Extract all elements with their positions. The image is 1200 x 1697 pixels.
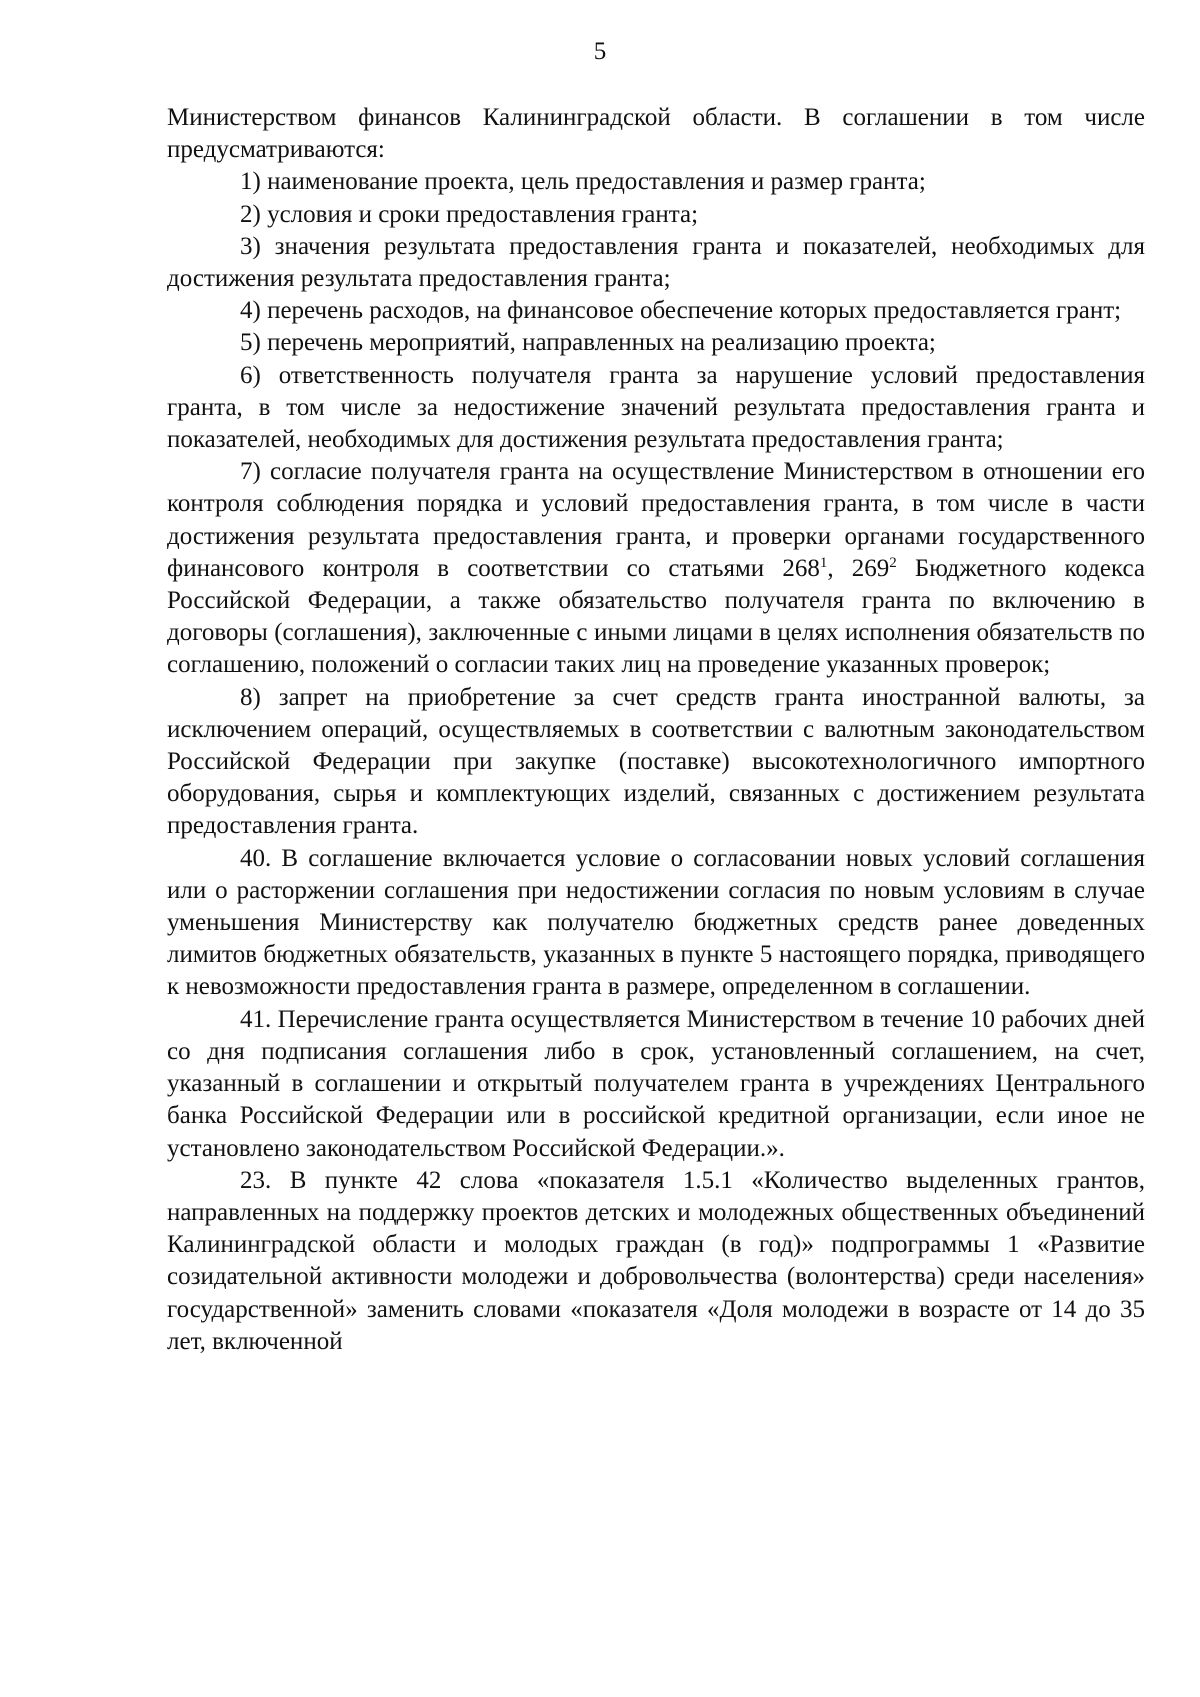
paragraph-item-6: 6) ответственность получателя гранта за нарушение условий предоставления гранта, в том числе за недостижение значений результата предоставления гранта и показателей, необходимых для достижения результата предоставления гранта; [167,361,1145,454]
paragraph-item-7-text-b: , 269 [827,554,890,582]
paragraph-item-3: 3) значения результата предоставления гранта и показателей, необходимых для достижения результата предоставления гранта; [167,232,1145,293]
paragraph-item-7 [167,456,1145,681]
page-number: 5 [593,38,607,65]
paragraph-item-7-text-c: Бюджетного кодекса Российской Федерации, а также обязательство получателя гранта по включению в договоры (соглашения), заключенные с иными лицами в целях исполнения обязательств по соглашению, положений о согласии таких лиц на проведение указанных проверок; [167,554,1145,679]
paragraph-item-1: 1) наименование проекта, цель предоставления и размер гранта; [240,168,926,196]
paragraph-clause-23: 23. В пункте 42 слова «показателя 1.5.1 «Количество выделенных грантов, направленных на поддержку проектов детских и молодежных общественных объединений Калининградской области и молодых граждан (в год)» подпрограммы 1 «Развитие созидательной активности молодежи и добровольчества (волонтерства) среди населения» государственной» заменить словами «показателя «Доля молодежи в возрасте от 14 до 35 лет, включенной [167,1166,1145,1355]
paragraph-item-8: 8) запрет на приобретение за счет средств гранта иностранной валюты, за исключением операций, осуществляемых в соответствии с валютным законодательством Российской Федерации при закупке (поставке) высокотехнологичного импортного оборудования, сырья и комплектующих изделий, связанных с достижением результата предоставления гранта. [167,683,1145,840]
superscript-2: 2 [889,554,897,571]
document-body [167,102,1145,1358]
superscript-1: 1 [819,554,828,571]
paragraph-item-2: 2) условия и сроки предоставления гранта; [240,200,699,228]
paragraph-clause-41: 41. Перечисление гранта осуществляется Министерством в течение 10 рабочих дней со дня подписания соглашения либо в срок, установленный соглашением, на счет, указанный в соглашении и открытый получателем гранта в учреждениях Центрального банка Российской Федерации или в российской кредитной организации, если иное не установлено законодательством Российской Федерации.». [167,1005,1145,1162]
paragraph-clause-40: 40. В соглашение включается условие о согласовании новых условий соглашения или о расторжении соглашения при недостижении согласия по новым условиям в случае уменьшения Министерству как получателю бюджетных средств ранее доведенных лимитов бюджетных обязательств, указанных в пункте 5 настоящего порядка, приводящего к невозможности предоставления гранта в размере, определенном в соглашении. [167,844,1145,1001]
paragraph-intro: Министерством финансов Калининградской области. В соглашении в том числе предусматриваются: [167,104,1145,164]
paragraph-item-5: 5) перечень мероприятий, направленных на реализацию проекта; [240,329,936,357]
paragraph-item-4: 4) перечень расходов, на финансовое обеспечение которых предоставляется грант; [240,297,1122,325]
paragraph-item-7-text-a: 7) согласие получателя гранта на осуществление Министерством в отношении его контроля соблюдения порядка и условий предоставления гранта, в том числе в части достижения результата предоставления гранта, и проверки органами государственного финансового контроля в соответствии со статьями 268 [167,458,1145,582]
